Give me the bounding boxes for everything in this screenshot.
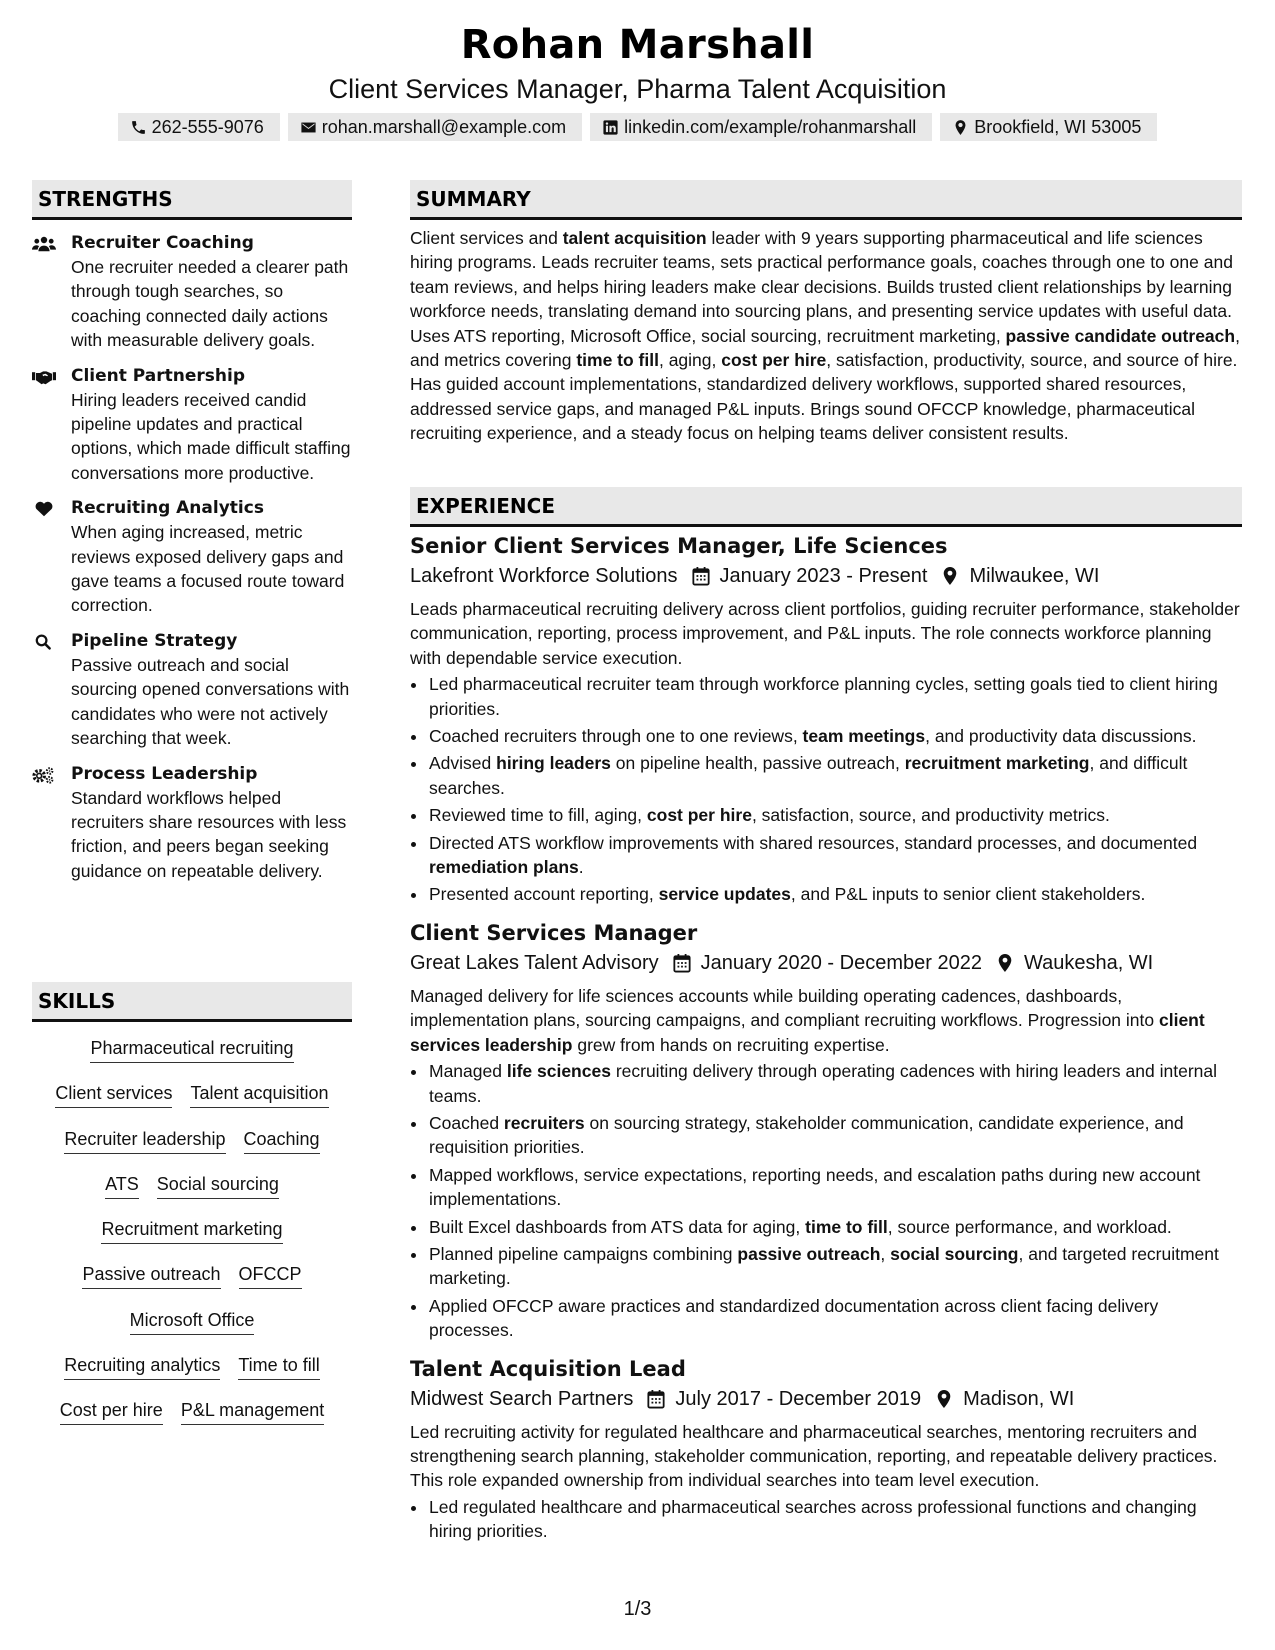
job-bullet: • Built Excel dashboards from ATS data for aging, time to fill, source performance, and workload. bbox=[428, 1215, 1242, 1239]
job-dates: January 2020 - December 2022 bbox=[700, 951, 982, 974]
emphasis-text: service updates bbox=[658, 884, 791, 905]
job-bullet: • Presented account reporting, service updates, and P&L inputs to senior client stakeholders. bbox=[428, 882, 1242, 906]
strength-item bbox=[32, 762, 352, 884]
job-description: Managed delivery for life sciences accounts while building operating cadences, dashboards, implementation plans, sourcing campaigns, and compliant recruiting workflows. Progression into client services leadership grew from hands on recruiting expertise. bbox=[410, 985, 1205, 1055]
summary-section bbox=[410, 226, 1242, 446]
job-description: Led recruiting activity for regulated healthcare and pharmaceutical searches, mentoring recruiters and strengthening search planning, stakeholder communication, reporting, and repeatable delivery practices. This role expanded ownership from individual searches into team level execution. bbox=[410, 1421, 1218, 1491]
job-location: Madison, WI bbox=[963, 1387, 1075, 1410]
emphasis-text: cost per hire bbox=[646, 805, 752, 826]
handshake-icon bbox=[32, 368, 56, 386]
emphasis-text: remediation plans bbox=[429, 857, 579, 878]
skills-row bbox=[32, 1082, 352, 1127]
job-bullet: • Directed ATS workflow improvements with shared resources, standard processes, and documented remediation plans. bbox=[428, 831, 1242, 880]
emphasis-text: cost per hire bbox=[721, 350, 827, 371]
users-icon bbox=[32, 235, 56, 253]
job-entry bbox=[410, 1355, 1242, 1544]
skill-tag: Cost per hire bbox=[60, 1399, 163, 1425]
job-entry bbox=[410, 919, 1242, 1343]
location-pin-icon bbox=[935, 1389, 953, 1409]
skills-row bbox=[32, 1173, 352, 1218]
page-number: 1/3 bbox=[623, 1598, 652, 1620]
skill-tag: Pharmaceutical recruiting bbox=[90, 1037, 293, 1063]
job-bullets bbox=[410, 672, 1242, 907]
envelope-icon bbox=[300, 119, 317, 136]
skill-tag: Recruiter leadership bbox=[64, 1128, 225, 1154]
job-bullet: • Advised hiring leaders on pipeline health, passive outreach, recruitment marketing, and difficult searches. bbox=[428, 751, 1242, 800]
emphasis-text: social sourcing bbox=[890, 1243, 1019, 1264]
calendar-icon bbox=[692, 566, 710, 586]
strength-item bbox=[32, 629, 352, 751]
strength-desc: One recruiter needed a clearer path through tough searches, so coaching connected daily actions with measurable delivery goals. bbox=[71, 257, 349, 351]
skill-tag: Social sourcing bbox=[157, 1173, 279, 1199]
skill-tag: Recruitment marketing bbox=[101, 1218, 282, 1244]
job-dates: January 2023 - Present bbox=[719, 565, 928, 587]
strength-title: Client Partnership bbox=[71, 365, 246, 386]
skill-tag: ATS bbox=[105, 1173, 139, 1199]
emphasis-text: passive candidate outreach bbox=[1005, 325, 1236, 346]
strengths-list bbox=[32, 231, 352, 894]
job-location: Milwaukee, WI bbox=[969, 565, 1100, 587]
job-title: Senior Client Services Manager, Life Sciences bbox=[410, 534, 948, 558]
job-company: Midwest Search Partners bbox=[410, 1387, 634, 1410]
job-description: Leads pharmaceutical recruiting delivery across client portfolios, guiding recruiter performance, stakeholder communication, reporting, process improvement, and P&L inputs. The role connects workforce planning with dependable service execution. bbox=[410, 599, 1240, 668]
strength-item bbox=[32, 364, 352, 486]
skills-row bbox=[32, 1037, 352, 1082]
contact-linkedin[interactable] bbox=[590, 113, 932, 141]
skill-tag: Time to fill bbox=[238, 1354, 319, 1380]
skill-tag: Coaching bbox=[244, 1128, 320, 1154]
search-icon bbox=[32, 633, 56, 651]
contact-location bbox=[940, 113, 1157, 141]
strengths-heading: STRENGTHS bbox=[32, 180, 352, 220]
strength-item bbox=[32, 496, 352, 618]
skills-row bbox=[32, 1128, 352, 1173]
job-bullet: • Led pharmaceutical recruiter team through workforce planning cycles, setting goals tied to client hiring priorities. bbox=[428, 672, 1242, 721]
job-bullet: • Led regulated healthcare and pharmaceutical searches across professional functions and changing hiring priorities. bbox=[428, 1495, 1242, 1544]
skill-tag: Microsoft Office bbox=[130, 1309, 255, 1335]
contact-phone-text: 262-555-9076 bbox=[151, 116, 264, 137]
skill-tag: Client services bbox=[55, 1082, 172, 1108]
skill-tag: P&L management bbox=[181, 1399, 324, 1425]
strength-title: Recruiting Analytics bbox=[71, 498, 264, 519]
emphasis-text: life sciences bbox=[506, 1061, 611, 1082]
phone-icon bbox=[130, 119, 147, 136]
job-bullet: • Reviewed time to fill, aging, cost per hire, satisfaction, source, and productivity metrics. bbox=[428, 803, 1242, 827]
summary-heading: SUMMARY bbox=[410, 180, 1242, 220]
job-bullets bbox=[410, 1059, 1242, 1342]
candidate-name: Rohan Marshall bbox=[460, 22, 815, 68]
skill-tag: Talent acquisition bbox=[190, 1082, 328, 1108]
job-company: Lakefront Workforce Solutions bbox=[410, 565, 678, 587]
job-location: Waukesha, WI bbox=[1023, 951, 1154, 974]
strength-item bbox=[32, 231, 352, 353]
job-meta bbox=[410, 948, 1242, 978]
strength-title: Pipeline Strategy bbox=[71, 630, 238, 651]
emphasis-text: hiring leaders bbox=[496, 753, 611, 774]
calendar-icon bbox=[673, 953, 691, 973]
job-meta bbox=[410, 1384, 1242, 1414]
emphasis-text: client services leadership bbox=[410, 1010, 1205, 1055]
job-meta bbox=[410, 561, 1242, 591]
emphasis-text: recruitment marketing bbox=[904, 753, 1090, 774]
strength-desc: When aging increased, metric reviews exposed delivery gaps and gave teams a focused route toward correction. bbox=[71, 522, 345, 616]
job-company: Great Lakes Talent Advisory bbox=[410, 951, 659, 974]
contact-bar bbox=[0, 113, 1275, 141]
job-bullets bbox=[410, 1495, 1242, 1544]
job-bullet: • Mapped workflows, service expectations, reporting needs, and escalation paths during new account implementations. bbox=[428, 1163, 1242, 1212]
skills-row bbox=[32, 1354, 352, 1399]
job-dates: July 2017 - December 2019 bbox=[675, 1387, 922, 1410]
contact-email[interactable] bbox=[288, 113, 582, 141]
job-bullet: • Managed life sciences recruiting delivery through operating cadences with hiring leaders and internal teams. bbox=[428, 1059, 1242, 1108]
skills-row bbox=[32, 1218, 352, 1263]
emphasis-text: team meetings bbox=[802, 726, 926, 747]
emphasis-text: passive outreach bbox=[737, 1243, 881, 1264]
contact-email-text: rohan.marshall@example.com bbox=[321, 116, 567, 137]
job-entry bbox=[410, 532, 1242, 907]
job-bullet: • Coached recruiters through one to one reviews, team meetings, and productivity data discussions. bbox=[428, 724, 1242, 748]
skills-row bbox=[32, 1309, 352, 1354]
heart-icon bbox=[32, 500, 56, 518]
strength-title: Recruiter Coaching bbox=[71, 233, 254, 253]
skill-tag: Recruiting analytics bbox=[64, 1354, 220, 1380]
skills-row bbox=[32, 1399, 352, 1444]
strength-desc: Standard workflows helped recruiters share resources with less friction, and peers began seeking guidance on repeatable delivery. bbox=[71, 787, 347, 881]
contact-linkedin-text: linkedin.com/example/rohanmarshall bbox=[624, 116, 917, 137]
skills-row bbox=[32, 1263, 352, 1308]
job-bullet: • Planned pipeline campaigns combining passive outreach, social sourcing, and targeted recruitment marketing. bbox=[428, 1242, 1242, 1291]
candidate-headline: Client Services Manager, Pharma Talent Acquisition bbox=[328, 74, 947, 104]
strength-title: Process Leadership bbox=[71, 763, 258, 784]
location-pin-icon bbox=[941, 566, 959, 586]
job-bullet: • Applied OFCCP aware practices and standardized documentation across client facing delivery processes. bbox=[428, 1294, 1242, 1343]
gears-icon bbox=[32, 766, 56, 784]
job-title: Talent Acquisition Lead bbox=[410, 1356, 686, 1381]
strength-desc: Passive outreach and social sourcing opened conversations with candidates who were not actively searching that week. bbox=[71, 654, 350, 749]
job-title: Client Services Manager bbox=[410, 920, 698, 945]
skill-tag: Passive outreach bbox=[82, 1263, 220, 1289]
location-pin-icon bbox=[996, 953, 1014, 973]
contact-location-text: Brookfield, WI 53005 bbox=[974, 116, 1142, 137]
calendar-icon bbox=[647, 1389, 665, 1409]
experience-heading: EXPERIENCE bbox=[410, 487, 1242, 527]
skills-list bbox=[32, 1037, 352, 1445]
contact-phone[interactable] bbox=[118, 113, 280, 141]
skill-tag: OFCCP bbox=[239, 1263, 302, 1289]
emphasis-text: recruiters bbox=[503, 1112, 585, 1133]
emphasis-text: time to fill bbox=[805, 1216, 888, 1237]
summary-text: Client services and talent acquisition leader with 9 years supporting pharmaceutical and life sciences hiring programs. Leads recruiter teams, sets practical performance goals, coaches through one to one and team reviews, and helps hiring leaders make clear decisions. Builds trusted client relationships by learning workforce needs, translating demand into sourcing plans, and presenting service updates with useful data. Uses ATS reporting, Microsoft Office, social sourcing, recruitment marketing, passive candidate outreach, and metrics covering time to fill, aging, cost per hire, satisfaction, productivity, source, and source of hire. Has guided account implementations, standardized delivery workflows, supported shared resources, addressed service gaps, and managed P&L inputs. Brings sound OFCCP knowledge, pharmaceutical recruiting experience, and a steady focus on helping teams deliver consistent results. bbox=[410, 228, 1240, 444]
experience-section bbox=[410, 532, 1242, 1547]
emphasis-text: talent acquisition bbox=[562, 228, 707, 248]
emphasis-text: time to fill bbox=[576, 350, 659, 371]
job-bullet: • Coached recruiters on sourcing strategy, stakeholder communication, candidate experience, and requisition priorities. bbox=[428, 1111, 1242, 1160]
strength-desc: Hiring leaders received candid pipeline updates and practical options, which made difficult staffing conversations more productive. bbox=[71, 389, 351, 483]
skills-heading: SKILLS bbox=[32, 982, 352, 1022]
location-pin-icon bbox=[952, 119, 969, 136]
linkedin-icon bbox=[602, 119, 619, 136]
